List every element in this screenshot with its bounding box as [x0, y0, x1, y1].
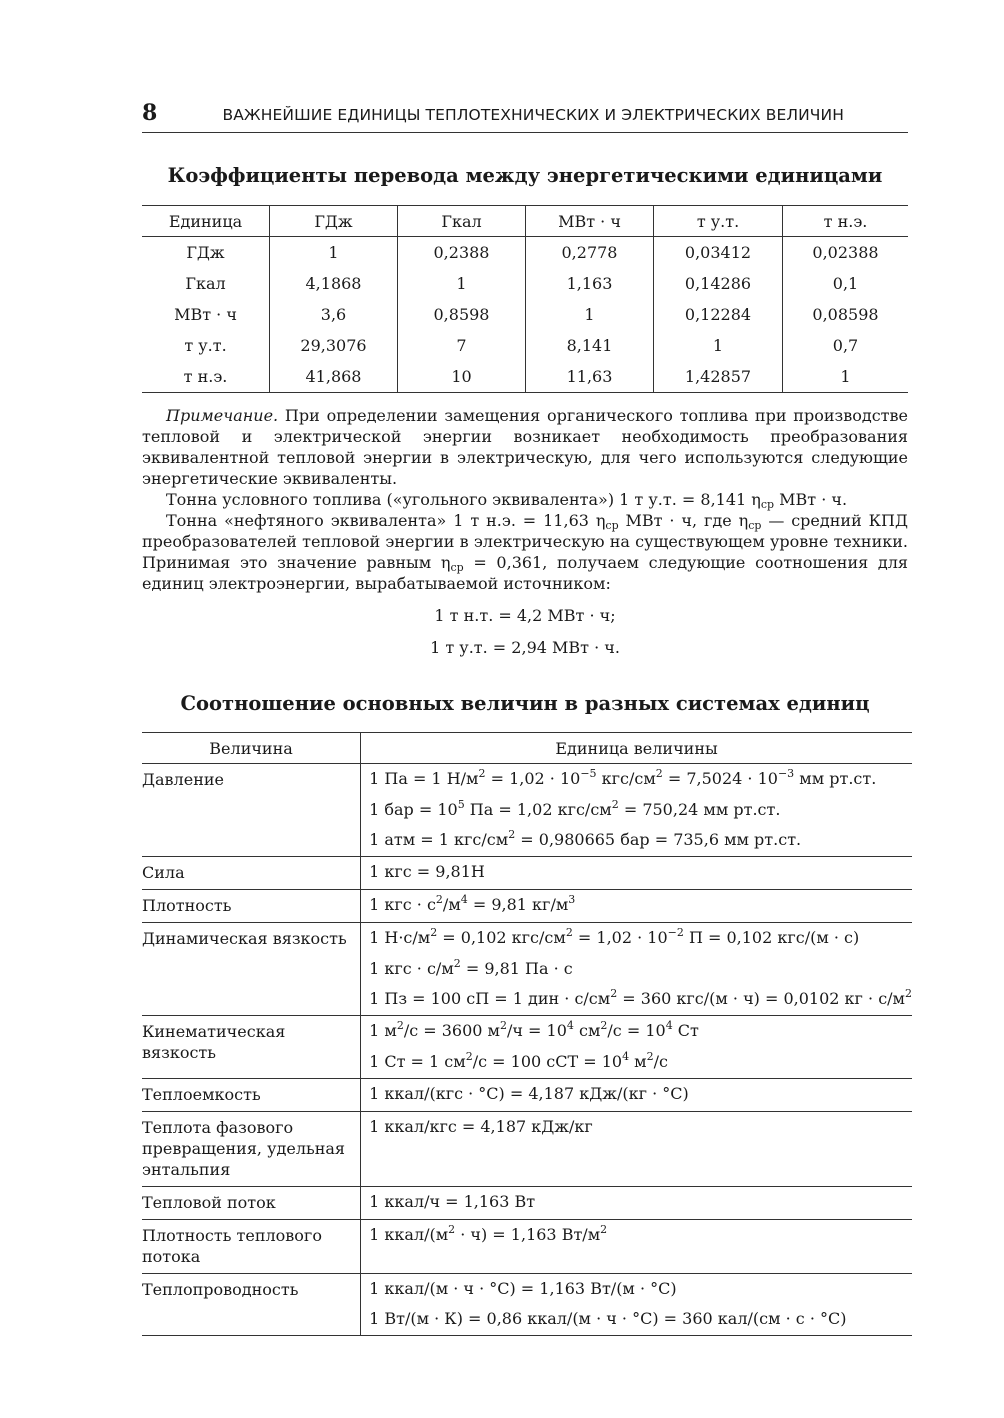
- page-header: [142, 100, 908, 133]
- text-span: см: [573, 1021, 601, 1040]
- table-cell: МВт · ч: [174, 305, 237, 324]
- table-cell: т у.т.: [184, 336, 227, 355]
- superscript: 4: [566, 1019, 574, 1032]
- text-span: 1 Н·с/м: [369, 928, 431, 947]
- superscript: 2: [430, 926, 438, 939]
- superscript: 2: [396, 1019, 404, 1032]
- table-cell: Гкал: [185, 274, 226, 293]
- unit-cell: [361, 857, 912, 890]
- table-row: [142, 923, 912, 1016]
- table-row: [142, 890, 912, 923]
- superscript: 5: [457, 797, 465, 811]
- text-span: = 1,02 · 10: [572, 928, 668, 947]
- quantity-cell: Теплоемкость: [142, 1084, 261, 1104]
- formula-coal: 1 т у.т. = 2,94 МВт · ч.: [430, 638, 620, 657]
- table-row: [142, 330, 908, 361]
- table-cell: 1: [398, 268, 526, 299]
- text-span: · ч) = 1,163 Вт/м: [455, 1224, 601, 1244]
- unit-relation: [369, 988, 912, 1010]
- table-cell: 0,14286: [654, 268, 783, 299]
- units-table: [142, 732, 912, 1336]
- quantity-cell: Давление: [142, 770, 224, 789]
- table-cell: 0,7: [783, 330, 909, 361]
- text-span: = 0,361, получаем следующие соотношения для единиц электроэнергии, вырабатываемой источником:: [142, 553, 909, 593]
- quantity-cell: Кинематическая вязкость: [142, 1022, 286, 1062]
- unit-cell: [361, 1111, 912, 1186]
- text-span: Тонна условного топлива («угольного эквивалента») 1 т у.т. = 8,141 η: [166, 490, 761, 509]
- column-header: Гкал: [398, 206, 526, 237]
- subscript: ср: [450, 561, 464, 574]
- table-cell: 1: [526, 299, 654, 330]
- superscript: 2: [600, 1019, 608, 1032]
- unit-cell: [361, 764, 912, 857]
- superscript: 2: [508, 828, 516, 841]
- table-row: [142, 1186, 912, 1219]
- subscript: ср: [760, 498, 775, 511]
- column-header: Единица величины: [361, 733, 912, 764]
- superscript: 2: [655, 767, 663, 780]
- column-header: Единица: [142, 206, 270, 237]
- superscript: 2: [453, 956, 461, 970]
- unit-relation: [369, 1116, 912, 1138]
- table-cell: 1,42857: [654, 361, 783, 393]
- subscript: ср: [605, 519, 619, 532]
- table-cell: 8,141: [526, 330, 654, 361]
- table-row: [142, 268, 908, 299]
- page-number: 8: [142, 100, 158, 126]
- quantity-cell: Плотность теплового потока: [142, 1225, 322, 1266]
- table-cell: 41,868: [270, 361, 398, 393]
- table-cell: 0,02388: [783, 237, 909, 269]
- unit-cell: [361, 923, 912, 1016]
- table-cell: 1,163: [526, 268, 654, 299]
- table-cell: 0,2388: [398, 237, 526, 269]
- table-cell: 3,6: [270, 299, 398, 330]
- text-span: МВт · ч.: [774, 490, 848, 509]
- superscript: 2: [905, 987, 912, 1000]
- superscript: 2: [565, 926, 573, 939]
- text-span: 1 ккал/кгс = 4,187 кДж/кг: [369, 1116, 593, 1136]
- table-cell: 1: [270, 237, 398, 269]
- table-cell: 0,08598: [783, 299, 909, 330]
- table-row: [142, 1016, 912, 1079]
- superscript: 2: [478, 767, 486, 780]
- text-span: 1 кгс · с/м: [369, 958, 454, 978]
- note-text: При определении замещения органического топлива при производстве тепловой и электрической энергии возникает необходимость преобразования эквивалентной тепловой энергии в электрическую, для чего используются следующие энергетические эквиваленты.: [142, 406, 908, 488]
- text-span: 1 ккал/(кгс · °С) = 4,187 кДж/(кг · °С): [369, 1083, 689, 1103]
- column-header: т н.э.: [783, 206, 909, 237]
- quantity-cell: Теплопроводность: [142, 1279, 299, 1299]
- table-cell: 4,1868: [270, 268, 398, 299]
- superscript: 4: [460, 893, 468, 906]
- text-span: 1 кгс · с: [369, 895, 436, 914]
- note-label: Примечание.: [166, 406, 279, 425]
- unit-relation: [369, 1224, 912, 1246]
- table-cell: ГДж: [186, 243, 225, 262]
- unit-relation: [369, 861, 912, 883]
- superscript: 2: [610, 987, 618, 1000]
- unit-cell: [361, 1016, 912, 1079]
- superscript: 2: [500, 1019, 507, 1032]
- table-row: [142, 361, 908, 393]
- unit-relation: [369, 799, 912, 830]
- quantity-cell: Динамическая вязкость: [142, 929, 347, 948]
- unit-cell: [361, 1186, 912, 1219]
- text-span: = 0,980665 бар = 735,6 мм рт.ст.: [515, 830, 802, 849]
- text-span: /ч = 10: [507, 1021, 567, 1040]
- note-paragraph: [142, 405, 908, 489]
- text-span: 1 м: [369, 1021, 397, 1040]
- superscript: −5: [580, 767, 597, 780]
- running-title: ВАЖНЕЙШИЕ ЕДИНИЦЫ ТЕПЛОТЕХНИЧЕСКИХ И ЭЛЕКТРИЧЕСКИХ ВЕЛИЧИН: [222, 106, 844, 124]
- table-cell: 0,1: [783, 268, 909, 299]
- table-cell: 1: [783, 361, 909, 393]
- column-header: т у.т.: [654, 206, 783, 237]
- table-cell: 0,2778: [526, 237, 654, 269]
- unit-relation: [369, 927, 912, 958]
- text-span: = 7,5024 · 10: [662, 769, 778, 788]
- unit-relation: [369, 1051, 912, 1073]
- subscript: ср: [748, 519, 762, 532]
- table-cell: 7: [398, 330, 526, 361]
- unit-relation: [369, 829, 912, 851]
- text-span: 1 кгс = 9,81Н: [369, 862, 485, 881]
- text-span: /с = 3600 м: [403, 1021, 500, 1040]
- text-span: — средний КПД преобразователей тепловой энергии в электрическую на существующем уровне техники. Принимая это значение равным η: [142, 511, 908, 572]
- text-span: 1 ккал/(м: [369, 1224, 449, 1244]
- text-span: Тонна «нефтяного эквивалента» 1 т н.э. = 11,63 η: [166, 511, 606, 530]
- text-span: /с: [653, 1051, 668, 1071]
- table-cell: 10: [398, 361, 526, 393]
- note-block: [142, 405, 908, 594]
- table-cell: 1: [654, 330, 783, 361]
- unit-relation: [369, 1308, 912, 1330]
- unit-cell: [361, 1219, 912, 1273]
- table-cell: 0,12284: [654, 299, 783, 330]
- text-span: /с = 10: [607, 1021, 666, 1040]
- superscript: 2: [611, 797, 619, 811]
- units-table-title: Соотношение основных величин в разных системах единиц: [180, 692, 870, 715]
- conversion-table-header: [142, 206, 908, 237]
- text-span: 1 ккал/ч = 1,163 Вт: [369, 1191, 536, 1211]
- table-row: [142, 299, 908, 330]
- text-span: = 750,24 мм рт.ст.: [618, 799, 781, 819]
- conversion-table: [142, 205, 908, 393]
- text-span: = 1,02 · 10: [485, 769, 581, 788]
- table-row: [142, 1078, 912, 1111]
- quantity-cell: Теплота фазового превращения, удельная энтальпия: [142, 1117, 346, 1179]
- table-row: [142, 857, 912, 890]
- column-header: ГДж: [270, 206, 398, 237]
- table-row: [142, 1111, 912, 1186]
- coal-equivalent-paragraph: [142, 489, 908, 510]
- text-span: 1 Па = 1 Н/м: [369, 769, 479, 788]
- superscript: −2: [667, 926, 684, 939]
- table-cell: 29,3076: [270, 330, 398, 361]
- quantity-cell: Тепловой поток: [142, 1192, 276, 1212]
- unit-relation: [369, 1278, 912, 1309]
- superscript: 4: [622, 1049, 630, 1063]
- text-span: кгс/см: [596, 769, 656, 788]
- text-span: мм рт.ст.: [794, 769, 877, 788]
- table-cell: 11,63: [526, 361, 654, 393]
- table-row: [142, 237, 908, 269]
- column-header: Величина: [209, 738, 293, 758]
- superscript: 2: [646, 1049, 654, 1063]
- text-span: Ст: [672, 1021, 699, 1040]
- superscript: 2: [448, 1222, 456, 1236]
- unit-relation: [369, 1083, 912, 1105]
- text-span: = 9,81 кг/м: [467, 895, 569, 914]
- table-row: [142, 1273, 912, 1336]
- text-span: м: [629, 1051, 647, 1071]
- superscript: 2: [435, 893, 443, 906]
- text-span: 1 Вт/(м · К) = 0,86 ккал/(м · ч · °С) = 360 кал/(см · с · °С): [369, 1309, 847, 1328]
- table-cell: 0,8598: [398, 299, 526, 330]
- column-header: МВт · ч: [526, 206, 654, 237]
- superscript: −3: [777, 767, 795, 780]
- table-row: [142, 764, 912, 857]
- units-table-header: [142, 733, 912, 764]
- text-span: /м: [442, 895, 461, 914]
- text-span: П = 0,102 кгс/(м · с): [683, 928, 860, 947]
- unit-relation: [369, 1020, 912, 1051]
- unit-relation: [369, 1191, 912, 1213]
- quantity-cell: Плотность: [142, 896, 232, 915]
- unit-cell: [361, 1078, 912, 1111]
- superscript: 3: [568, 893, 576, 906]
- unit-relation: [369, 894, 912, 916]
- table-cell: 0,03412: [654, 237, 783, 269]
- text-span: МВт · ч, где η: [618, 511, 749, 530]
- superscript: 2: [465, 1049, 473, 1063]
- text-span: Па = 1,02 кгс/см: [464, 799, 612, 819]
- text-span: = 0,102 кгс/см: [437, 928, 566, 947]
- unit-relation: [369, 768, 912, 799]
- unit-cell: [361, 890, 912, 923]
- text-span: 1 Ст = 1 см: [369, 1051, 466, 1071]
- table-row: [142, 1219, 912, 1273]
- text-span: 1 бар = 10: [369, 799, 458, 819]
- text-span: = 9,81 Па · с: [460, 958, 573, 978]
- superscript: 4: [665, 1019, 673, 1032]
- unit-cell: [361, 1273, 912, 1336]
- text-span: = 360 кгс/(м · ч) = 0,0102 кг · с/м: [617, 989, 905, 1008]
- text-span: 1 атм = 1 кгс/см: [369, 830, 509, 849]
- oil-equivalent-paragraph: [142, 510, 908, 594]
- formula-oil: 1 т н.т. = 4,2 МВт · ч;: [434, 606, 616, 625]
- unit-relation: [369, 958, 912, 989]
- quantity-cell: Сила: [142, 863, 185, 882]
- conversion-table-title: Коэффициенты перевода между энергетическими единицами: [167, 164, 883, 187]
- table-cell: т н.э.: [142, 361, 270, 393]
- text-span: 1 ккал/(м · ч · °С) = 1,163 Вт/(м · °С): [369, 1278, 677, 1298]
- text-span: 1 Пз = 100 сП = 1 дин · с/см: [369, 989, 611, 1008]
- superscript: 2: [600, 1222, 608, 1236]
- text-span: /с = 100 сСТ = 10: [472, 1051, 623, 1071]
